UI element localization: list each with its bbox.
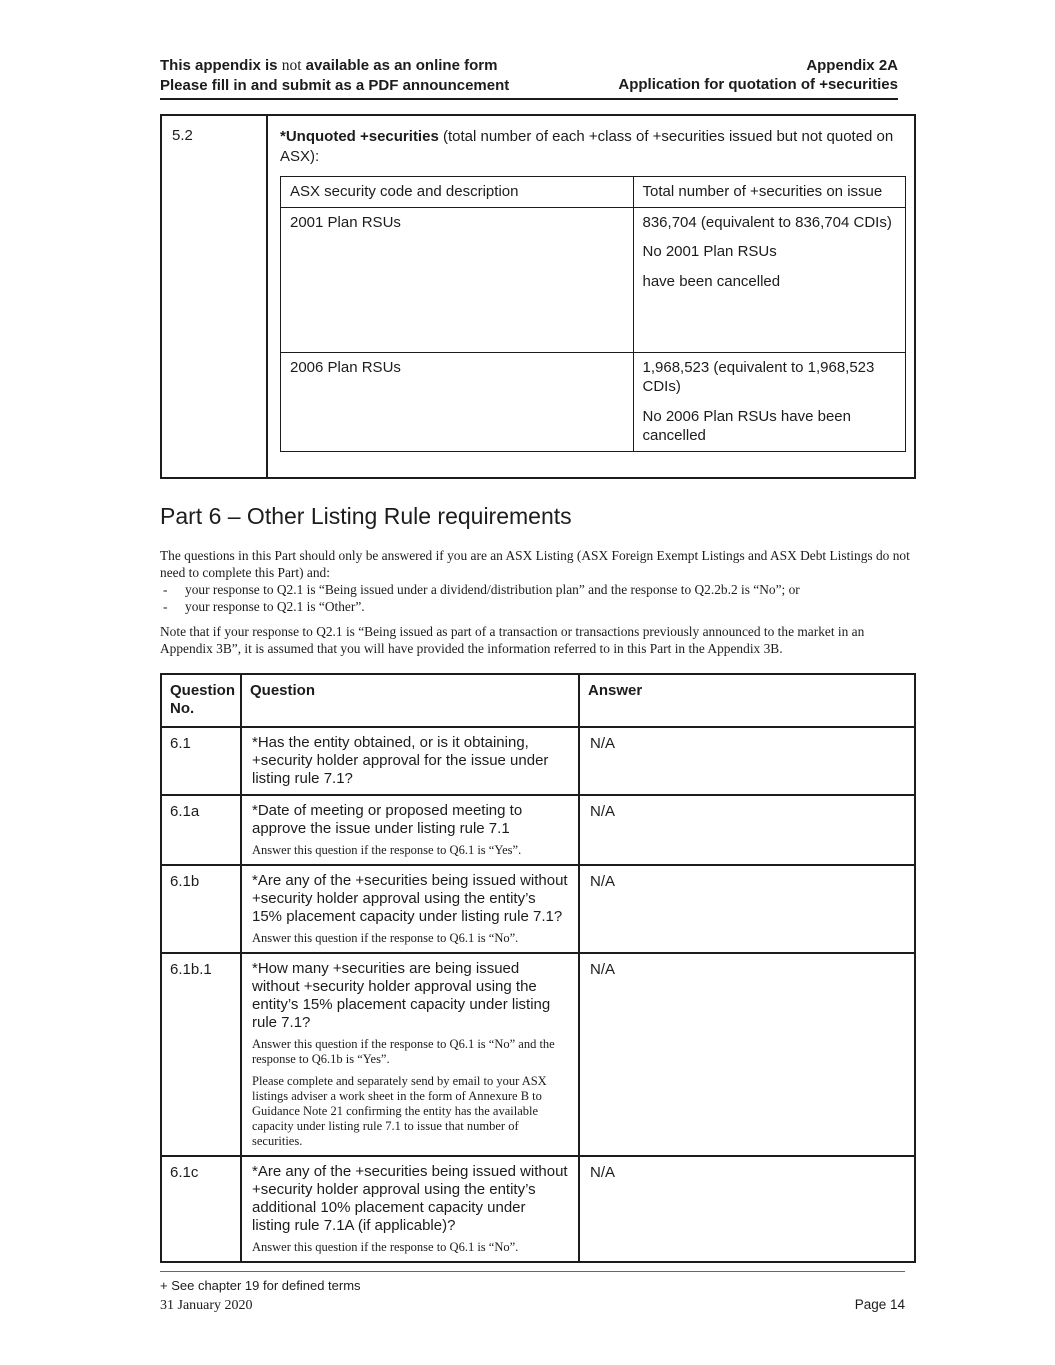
bullet-marker: -: [163, 599, 168, 615]
security-row: [281, 207, 906, 352]
security-total-cell: [633, 352, 906, 451]
question-text: *Date of meeting or proposed meeting to approve the issue under listing rule 7.1: [252, 802, 523, 838]
answer-cell: N/A: [579, 865, 915, 953]
col-question-no-header: Question No.: [161, 674, 241, 728]
question-row: [161, 953, 915, 1156]
header-rule: [160, 98, 898, 100]
question-no-cell: 6.1b.1: [161, 953, 241, 1156]
question-row: [161, 727, 915, 795]
question-table-header-row: [161, 674, 915, 728]
page-header-right: [618, 56, 898, 94]
answer-cell: N/A: [579, 1156, 915, 1262]
part-6-note: Note that if your response to Q2.1 is “Being issued as part of a transaction or transactions previously announced to the market in an Appendix 3B”, it is assumed that you will have provided the information referred to in this Part in the Appendix 3B.: [160, 624, 865, 657]
part-6-intro-block: [160, 547, 916, 658]
section-5-2-cell: [267, 115, 915, 478]
footer-page-number: Page 14: [854, 1296, 905, 1312]
header-line1-suffix: available as an online form: [301, 57, 498, 74]
question-row: [161, 1156, 915, 1262]
content-column: [160, 0, 916, 1263]
question-note: Answer this question if the response to Q6.1 is “No” and the response to Q6.1b is “Yes”.: [252, 1037, 555, 1067]
security-code-cell: 2006 Plan RSUs: [281, 352, 634, 451]
question-row: [161, 795, 915, 865]
part-6-bullet-list: [160, 581, 916, 615]
bullet-marker: -: [163, 581, 168, 597]
question-number-5-2: 5.2: [161, 115, 267, 478]
header-line1-not-word: not: [281, 57, 302, 74]
question-note: Answer this question if the response to Q6.1 is “No”.: [252, 1240, 519, 1255]
question-note: Please complete and separately send by email to your ASX listings adviser a work sheet in the form of Annexure B to Guidance Note 21 confirming the entity has the available capacity under listing rule 7.1 to issue that number of securities.: [252, 1074, 547, 1149]
security-total-line: No 2001 Plan RSUs: [642, 243, 777, 261]
question-text: *How many +securities are being issued without +security holder approval using the entity’s 15% placement capacity under listing rule 7.1?: [252, 960, 551, 1032]
question-text: *Are any of the +securities being issued without +security holder approval using the entity’s 15% placement capacity under listing rule 7.1?: [252, 872, 568, 926]
question-no-cell: 6.1c: [161, 1156, 241, 1262]
question-note: Answer this question if the response to Q6.1 is “No”.: [252, 931, 519, 946]
security-total-cell: [633, 207, 906, 352]
question-no-cell: 6.1a: [161, 795, 241, 865]
unquoted-securities-label: [280, 127, 906, 167]
footer-defined-terms-note: + See chapter 19 for defined terms: [160, 1278, 361, 1293]
security-total-line: No 2006 Plan RSUs have been cancelled: [642, 407, 851, 445]
section-5-2-table: [160, 114, 916, 479]
footer-rule: [160, 1271, 905, 1272]
securities-col-total-header: Total number of +securities on issue: [633, 176, 906, 207]
security-code-cell: 2001 Plan RSUs: [281, 207, 634, 352]
question-cell: [241, 1156, 579, 1262]
question-table: [160, 673, 916, 1264]
bullet-text: your response to Q2.1 is “Being issued under a dividend/distribution plan” and the response to Q2.2b.2 is “No”; or: [185, 581, 800, 597]
security-row: [281, 352, 906, 451]
appendix-title: Appendix 2A: [806, 57, 898, 74]
question-cell: [241, 795, 579, 865]
page-header: [160, 56, 898, 95]
part-6-intro: The questions in this Part should only be answered if you are an ASX Listing (ASX Foreign Exempt Listings and ASX Debt Listings do not need to complete this Part) and:: [160, 547, 910, 580]
question-cell: [241, 953, 579, 1156]
footer-date: 31 January 2020: [160, 1297, 253, 1313]
question-note: Answer this question if the response to Q6.1 is “Yes”.: [252, 843, 522, 858]
page-footer: [160, 1271, 905, 1314]
security-total-line: have been cancelled: [642, 272, 781, 290]
header-line-2: Please fill in and submit as a PDF announcement: [160, 76, 510, 94]
securities-header-row: [281, 176, 906, 207]
appendix-subtitle: Application for quotation of +securities: [618, 76, 898, 94]
bullet-text: your response to Q2.1 is “Other”.: [185, 599, 365, 615]
section-5-2-row: [161, 115, 915, 478]
header-line-1: [160, 56, 509, 76]
part-6-heading: Part 6 – Other Listing Rule requirements: [160, 502, 572, 529]
part-6-bullet: [160, 598, 916, 615]
question-no-cell: 6.1b: [161, 865, 241, 953]
question-no-cell: 6.1: [161, 727, 241, 795]
security-total-line: 1,968,523 (equivalent to 1,968,523 CDIs): [642, 358, 875, 396]
question-row: [161, 865, 915, 953]
question-text: *Has the entity obtained, or is it obtaining, +security holder approval for the issue under listing rule 7.1?: [252, 734, 549, 788]
answer-cell: N/A: [579, 953, 915, 1156]
question-cell: [241, 727, 579, 795]
col-question-header: Question: [241, 674, 579, 728]
answer-cell: N/A: [579, 727, 915, 795]
securities-col-code-header: ASX security code and description: [281, 176, 634, 207]
question-cell: [241, 865, 579, 953]
part-6-bullet: [160, 581, 916, 598]
header-line1-prefix: This appendix is: [160, 57, 282, 74]
unquoted-securities-label-rest: (total number of each +class of +securities issued but not quoted on ASX):: [280, 128, 894, 165]
unquoted-securities-label-bold: *Unquoted +securities: [280, 128, 439, 146]
col-answer-header: Answer: [579, 674, 915, 728]
footer-bottom-row: [160, 1297, 905, 1314]
question-text: *Are any of the +securities being issued without +security holder approval using the entity’s additional 10% placement capacity under listing rule 7.1A (if applicable)?: [252, 1163, 568, 1235]
answer-cell: N/A: [579, 795, 915, 865]
security-total-line: 836,704 (equivalent to 836,704 CDIs): [642, 213, 892, 231]
securities-table: [280, 176, 906, 452]
page-header-left: [160, 56, 509, 95]
